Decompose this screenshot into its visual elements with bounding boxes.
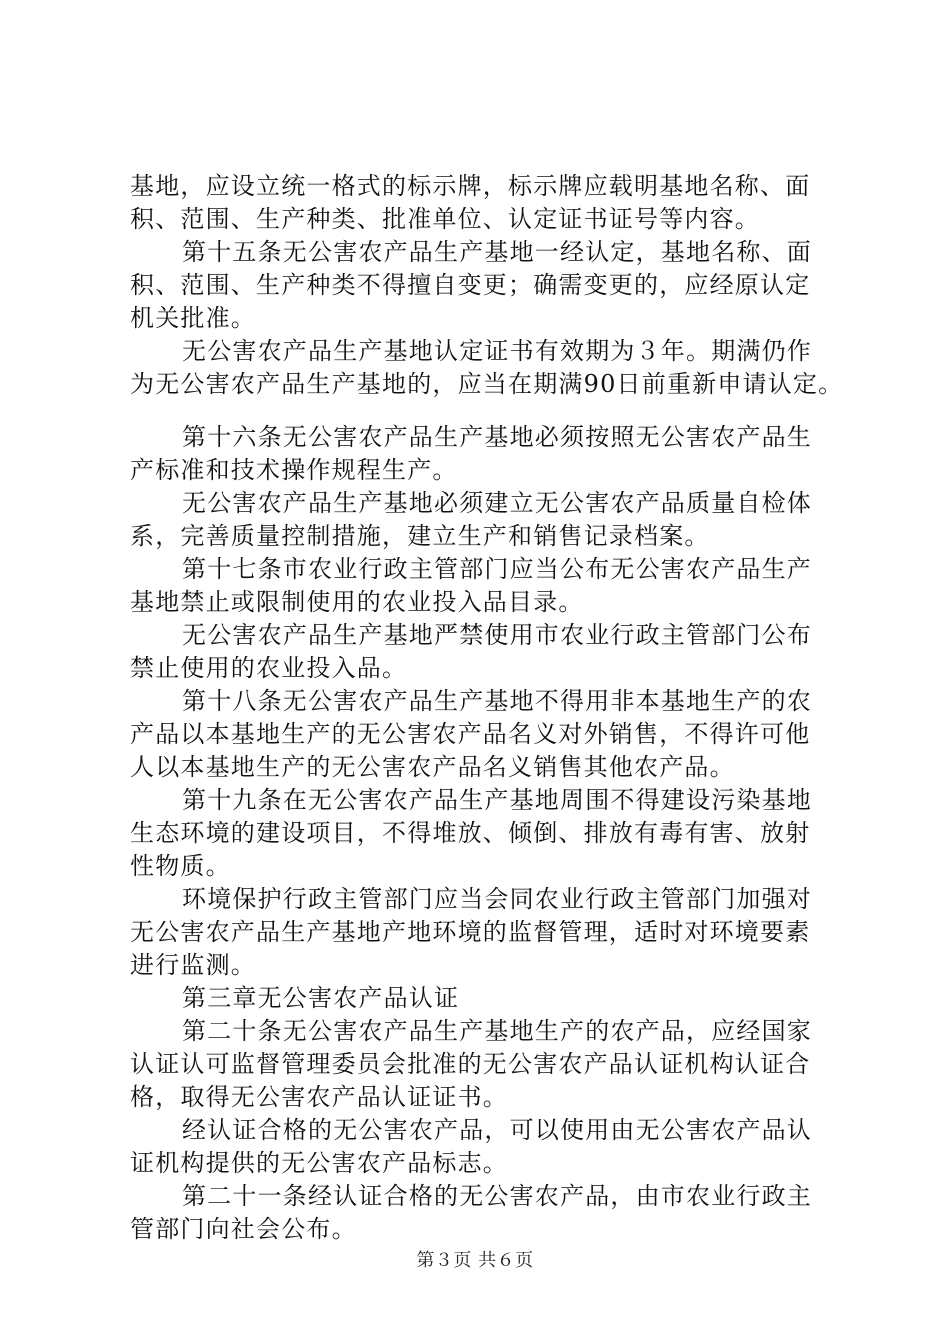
text-line: 第十九条在无公害农产品生产基地周围不得建设污染基地 <box>182 786 812 814</box>
text-line: 为无公害农产品生产基地的，应当在期满90日前重新申请认定。 <box>130 370 844 398</box>
text-line: 经认证合格的无公害农产品，可以使用由无公害农产品认 <box>182 1116 812 1144</box>
page-footer <box>0 1246 950 1272</box>
text-line: 格，取得无公害农产品认证证书。 <box>130 1083 508 1111</box>
text-line: 无公害农产品生产基地严禁使用市农业行政主管部门公布 <box>182 621 812 649</box>
text-line: 基地，应设立统一格式的标示牌，标示牌应载明基地名称、面 <box>130 172 811 200</box>
text-line: 第十八条无公害农产品生产基地不得用非本基地生产的农 <box>182 687 812 715</box>
text-line: 人以本基地生产的无公害农产品名义销售其他农产品。 <box>130 753 735 781</box>
text-line: 机关批准。 <box>130 304 256 332</box>
text-line: 第十五条无公害农产品生产基地一经认定，基地名称、面 <box>182 238 812 266</box>
text-line: 认证认可监督管理委员会批准的无公害农产品认证机构认证合 <box>130 1050 811 1078</box>
text-line: 产品以本基地生产的无公害农产品名义对外销售，不得许可他 <box>130 720 811 748</box>
text-line: 第十七条市农业行政主管部门应当公布无公害农产品生产 <box>182 555 812 583</box>
text-line: 第二十一条经认证合格的无公害农产品，由市农业行政主 <box>182 1182 812 1210</box>
text-line: 证机构提供的无公害农产品标志。 <box>130 1149 508 1177</box>
text-line: 进行监测。 <box>130 951 256 979</box>
text-line: 第十六条无公害农产品生产基地必须按照无公害农产品生 <box>182 423 812 451</box>
paragraph-gap <box>130 401 830 421</box>
text-line: 生态环境的建设项目，不得堆放、倾倒、排放有毒有害、放射 <box>130 819 811 847</box>
text-line: 第二十条无公害农产品生产基地生产的农产品，应经国家 <box>182 1017 812 1045</box>
document-body <box>130 170 844 1246</box>
text-line: 管部门向社会公布。 <box>130 1215 357 1243</box>
text-line: 第三章无公害农产品认证 <box>182 984 460 1012</box>
page-number: 第３页 共６页 <box>416 1250 534 1271</box>
text-line: 无公害农产品生产基地认定证书有效期为３年。期满仍作 <box>182 337 812 365</box>
text-line: 环境保护行政主管部门应当会同农业行政主管部门加强对 <box>182 885 812 913</box>
text-line: 无公害农产品生产基地产地环境的监督管理，适时对环境要素 <box>130 918 811 946</box>
text-line: 无公害农产品生产基地必须建立无公害农产品质量自检体 <box>182 489 812 517</box>
text-line: 积、范围、生产种类、批准单位、认定证书证号等内容。 <box>130 205 760 233</box>
text-line: 基地禁止或限制使用的农业投入品目录。 <box>130 588 584 616</box>
text-line: 性物质。 <box>130 852 231 880</box>
text-line: 系，完善质量控制措施，建立生产和销售记录档案。 <box>130 522 710 550</box>
text-line: 积、范围、生产种类不得擅自变更；确需变更的，应经原认定 <box>130 271 811 299</box>
text-line: 产标准和技术操作规程生产。 <box>130 456 458 484</box>
text-line: 禁止使用的农业投入品。 <box>130 654 408 682</box>
